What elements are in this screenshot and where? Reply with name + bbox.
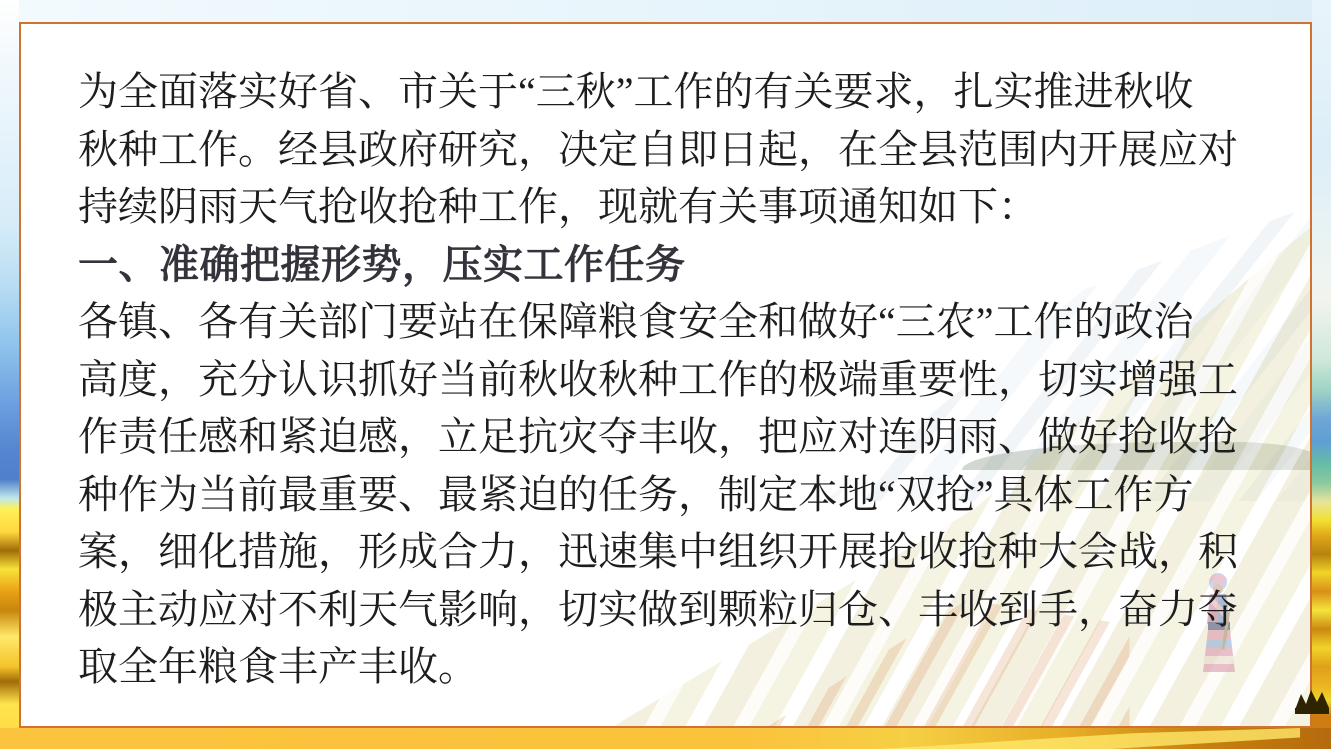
background-sky-top <box>0 0 1331 22</box>
background-photo-right-edge <box>1312 0 1331 749</box>
body-line: 作责任感和紧迫感，立足抗灾夺丰收，把应对连阴雨、做好抢收抢 <box>78 414 1238 459</box>
content-panel <box>19 22 1312 728</box>
body-line: 取全年粮食丰产丰收。 <box>78 644 478 689</box>
body-line: 持续阴雨天气抢收抢种工作，现就有关事项通知如下： <box>78 184 1038 229</box>
body-line: 种作为当前最重要、最紧迫的任务，制定本地“双抢”具体工作方 <box>78 471 1194 517</box>
body-line: 高度，充分认识抓好当前秋收秋种工作的极端重要性，切实增强工 <box>78 356 1238 402</box>
background-photo-left-edge <box>0 0 19 749</box>
body-line: 案，细化措施，形成合力，迅速集中组织开展抢收抢种大会战，积 <box>78 529 1238 574</box>
tree-zigzag-pattern <box>1295 688 1329 714</box>
body-line: 为全面落实好省、市关于“三秋”工作的有关要求，扎实推进秋收 <box>78 69 1194 114</box>
body-line: 极主动应对不利天气影响，切实做到颗粒归仓、丰收到手，奋力夺 <box>78 586 1238 632</box>
body-line: 各镇、各有关部门要站在保障粮食安全和做好“三农”工作的政治 <box>78 299 1194 344</box>
notice-text-block <box>78 63 1258 696</box>
body-line: 秋种工作。经县政府研究，决定自即日起，在全县范围内开展应对 <box>78 126 1238 172</box>
section-heading: 一、准确把握形势，压实工作任务 <box>78 241 686 287</box>
